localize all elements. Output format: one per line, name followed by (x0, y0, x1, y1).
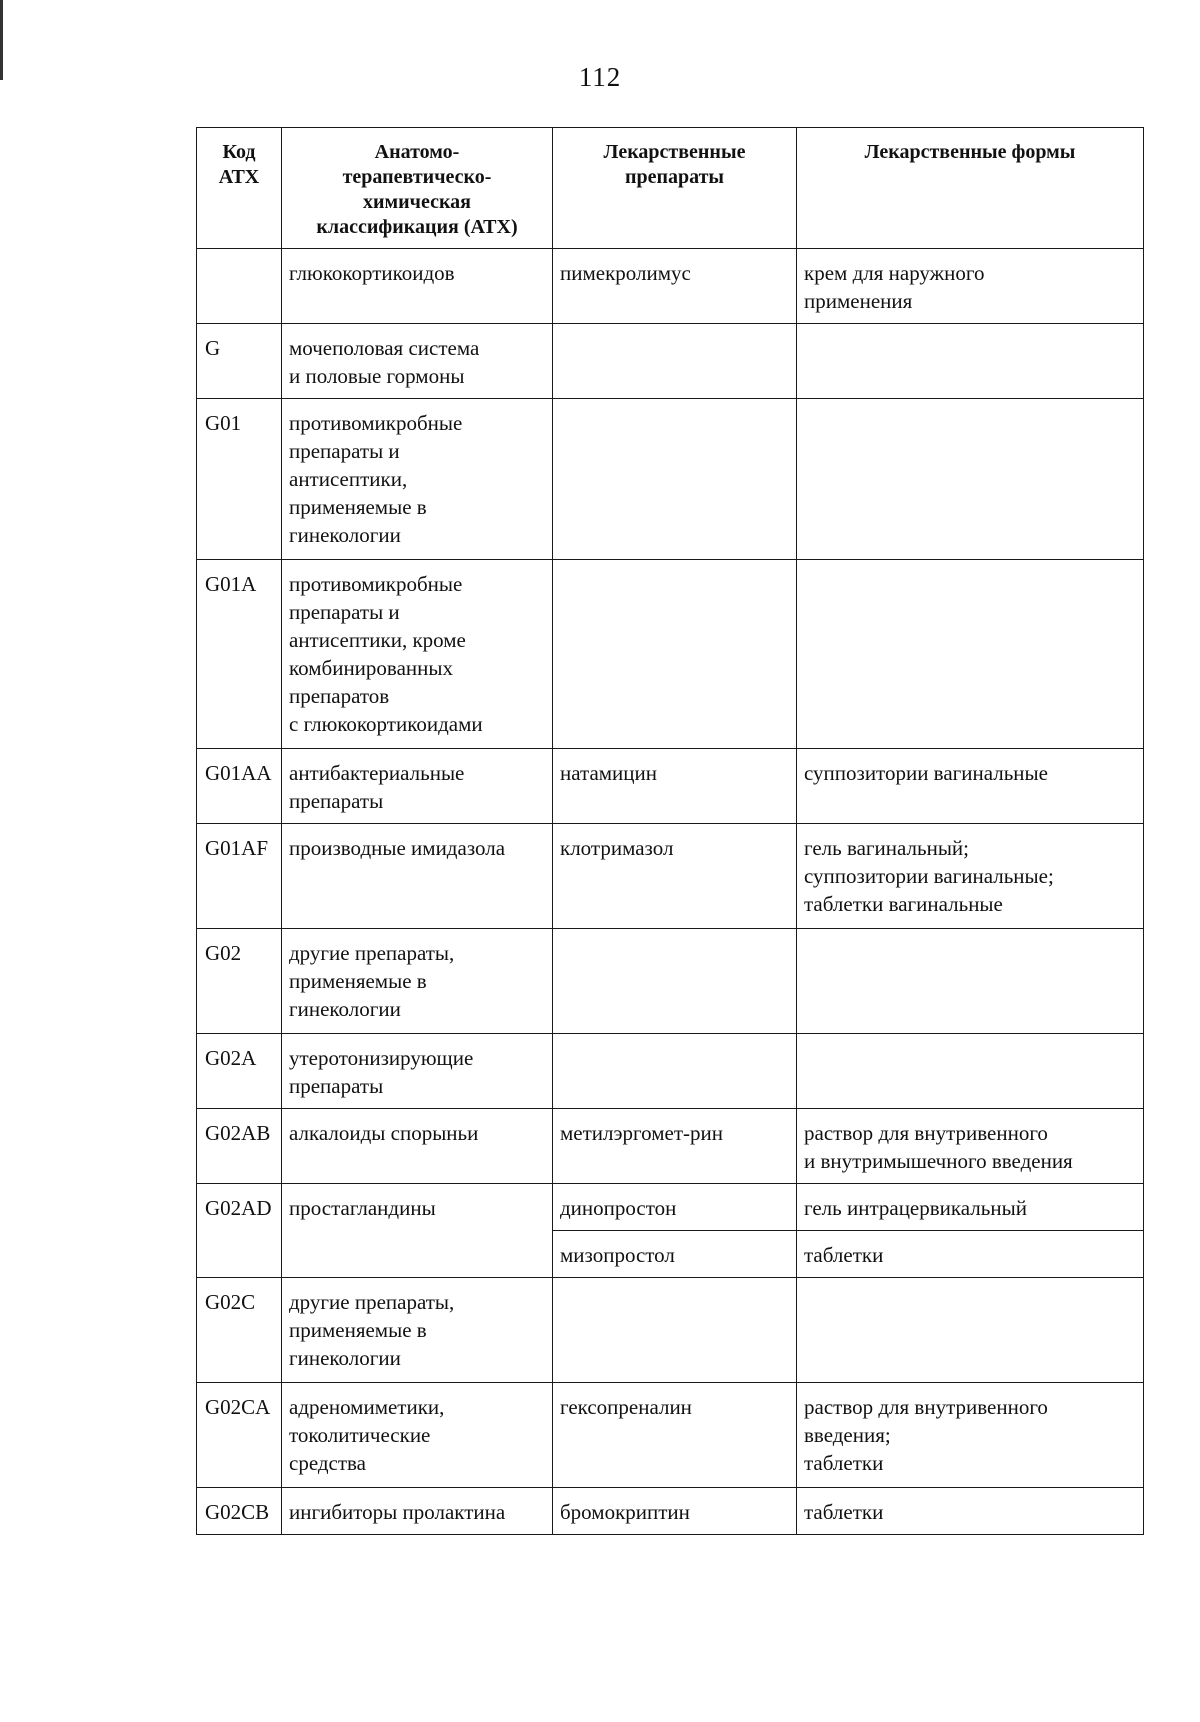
table-row (197, 560, 1144, 749)
table-row (197, 1109, 1144, 1184)
table-row (197, 1278, 1144, 1383)
form-cell (797, 399, 1144, 560)
drug-cell: пимекролимус (553, 249, 797, 324)
header-classification: Анатомо- терапевтическо- химическая классификация (АТХ) (282, 128, 553, 249)
drug-cell (553, 1278, 797, 1383)
form-cell: раствор для внутривенного и внутримышечного введения (797, 1109, 1144, 1184)
form-cell: гель вагинальный; суппозитории вагинальные; таблетки вагинальные (797, 824, 1144, 929)
drug-cell (553, 560, 797, 749)
code-cell: G01AF (197, 824, 282, 929)
classification-cell: антибактериальные препараты (282, 749, 553, 824)
table-row (197, 399, 1144, 560)
classification-cell: адреномиметики, токолитические средства (282, 1383, 553, 1488)
code-cell: G02CA (197, 1383, 282, 1488)
header-drugs: Лекарственные препараты (553, 128, 797, 249)
drug-cell: мизопростол (553, 1231, 797, 1278)
header-forms: Лекарственные формы (797, 128, 1144, 249)
classification-cell: другие препараты, применяемые в гинекологии (282, 929, 553, 1034)
code-cell: G02A (197, 1034, 282, 1109)
classification-cell: алкалоиды спорыньи (282, 1109, 553, 1184)
drug-cell: бромокриптин (553, 1488, 797, 1535)
code-cell: G02C (197, 1278, 282, 1383)
table-row (197, 1383, 1144, 1488)
classification-cell: противомикробные препараты и антисептики, кроме комбинированных препаратов с глюкокортикоидами (282, 560, 553, 749)
classification-cell: глюкокортикоидов (282, 249, 553, 324)
form-cell: гель интрацервикальный (797, 1184, 1144, 1231)
table-row (197, 1184, 1144, 1231)
atx-table (196, 127, 1144, 1535)
code-cell: G01A (197, 560, 282, 749)
code-cell: G01 (197, 399, 282, 560)
form-cell (797, 1278, 1144, 1383)
drug-cell (553, 399, 797, 560)
header-code: Код АТХ (197, 128, 282, 249)
code-cell: G (197, 324, 282, 399)
classification-cell: противомикробные препараты и антисептики, применяемые в гинекологии (282, 399, 553, 560)
table-row (197, 1034, 1144, 1109)
drug-cell: клотримазол (553, 824, 797, 929)
drug-cell: динопростон (553, 1184, 797, 1231)
form-cell: суппозитории вагинальные (797, 749, 1144, 824)
code-cell: G02CB (197, 1488, 282, 1535)
form-cell (797, 1034, 1144, 1109)
table-row (197, 324, 1144, 399)
page-number: 112 (578, 62, 622, 92)
classification-cell: производные имидазола (282, 824, 553, 929)
form-cell: крем для наружного применения (797, 249, 1144, 324)
form-cell (797, 324, 1144, 399)
code-cell: G02 (197, 929, 282, 1034)
classification-cell: мочеполовая система и половые гормоны (282, 324, 553, 399)
code-cell: G02AD (197, 1184, 282, 1278)
form-cell: таблетки (797, 1488, 1144, 1535)
classification-cell: простагландины (282, 1184, 553, 1278)
drug-cell: натамицин (553, 749, 797, 824)
form-cell: раствор для внутривенного введения; таблетки (797, 1383, 1144, 1488)
code-cell (197, 249, 282, 324)
table-row (197, 1488, 1144, 1535)
table-row (197, 824, 1144, 929)
table-body (197, 249, 1144, 1535)
table-row (197, 749, 1144, 824)
form-cell (797, 560, 1144, 749)
drug-cell: гексопреналин (553, 1383, 797, 1488)
header-row (197, 128, 1144, 249)
classification-cell: другие препараты, применяемые в гинекологии (282, 1278, 553, 1383)
code-cell: G01AA (197, 749, 282, 824)
form-cell: таблетки (797, 1231, 1144, 1278)
classification-cell: утеротонизирующие препараты (282, 1034, 553, 1109)
drug-cell: метилэргомет-рин (553, 1109, 797, 1184)
table-header (197, 128, 1144, 249)
classification-cell: ингибиторы пролактина (282, 1488, 553, 1535)
drug-cell (553, 324, 797, 399)
drug-cell (553, 929, 797, 1034)
drug-cell (553, 1034, 797, 1109)
form-cell (797, 929, 1144, 1034)
code-cell: G02AB (197, 1109, 282, 1184)
table-row (197, 249, 1144, 324)
table-row (197, 929, 1144, 1034)
